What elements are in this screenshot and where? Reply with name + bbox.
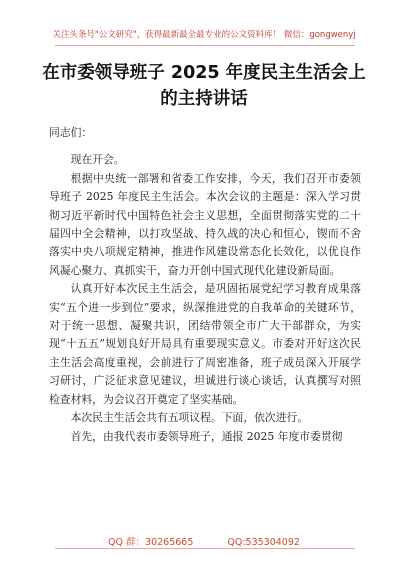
paragraph: 首先，由我代表市委领导班子，通报 2025 年度市委贯彻 [70, 429, 343, 443]
salutation: 同志们： [49, 126, 93, 139]
qq-text: QQ:535304092 [227, 537, 300, 548]
document-title [40, 60, 368, 112]
qq-group-text: QQ 群：30265665 [108, 537, 194, 548]
title-line-1: 在市委领导班子 2025 年度民主生活会上 [42, 63, 366, 83]
footer-divider [55, 548, 355, 549]
paragraph: 现在开会。 [70, 153, 125, 167]
paragraph: 根据中央统一部署和省委工作安排，今天，我们召开市委领导班子 2025 年度民主生活会。本次会议的主题是：深入学习贯彻习近平新时代中国特色社会主义思想，全面贯彻落实党的二十届四中全会精神，以打攻坚战、持久战的决心和恒心，锲而不舍落实中央八项规定精神，推进作风建设常态化长效化，以优良作风凝心聚力、真抓实干，奋力开创中国式现代化建设新局面。 [49, 171, 361, 277]
document-body [49, 124, 361, 446]
footer-contact [0, 534, 408, 548]
paragraph: 本次民主生活会共有五项议程。下面，依次进行。 [70, 411, 309, 425]
title-line-2: 的主持讲话 [160, 89, 248, 109]
paragraph: 认真开好本次民主生活会，是巩固拓展党纪学习教育成果落实“五个进一步到位”要求，纵深推进党的自我革命的关键环节，对于统一思想、凝聚共识，团结带领全市广大干部群众，为实现“十五五”规划良好开局具有重要现实意义。市委对开好这次民主生活会高度重视，会前进行了周密准备，班子成员深入开展学习研讨，广泛征求意见建议，坦诚进行谈心谈话，认真撰写对照检查材料，为会议召开奠定了坚实基础。 [49, 282, 361, 406]
header-divider [55, 45, 355, 46]
promo-banner: 关注头条号"公文研究"，获得最新最全最专业的公文资料库！ 微信：gongwenyj [52, 30, 356, 40]
